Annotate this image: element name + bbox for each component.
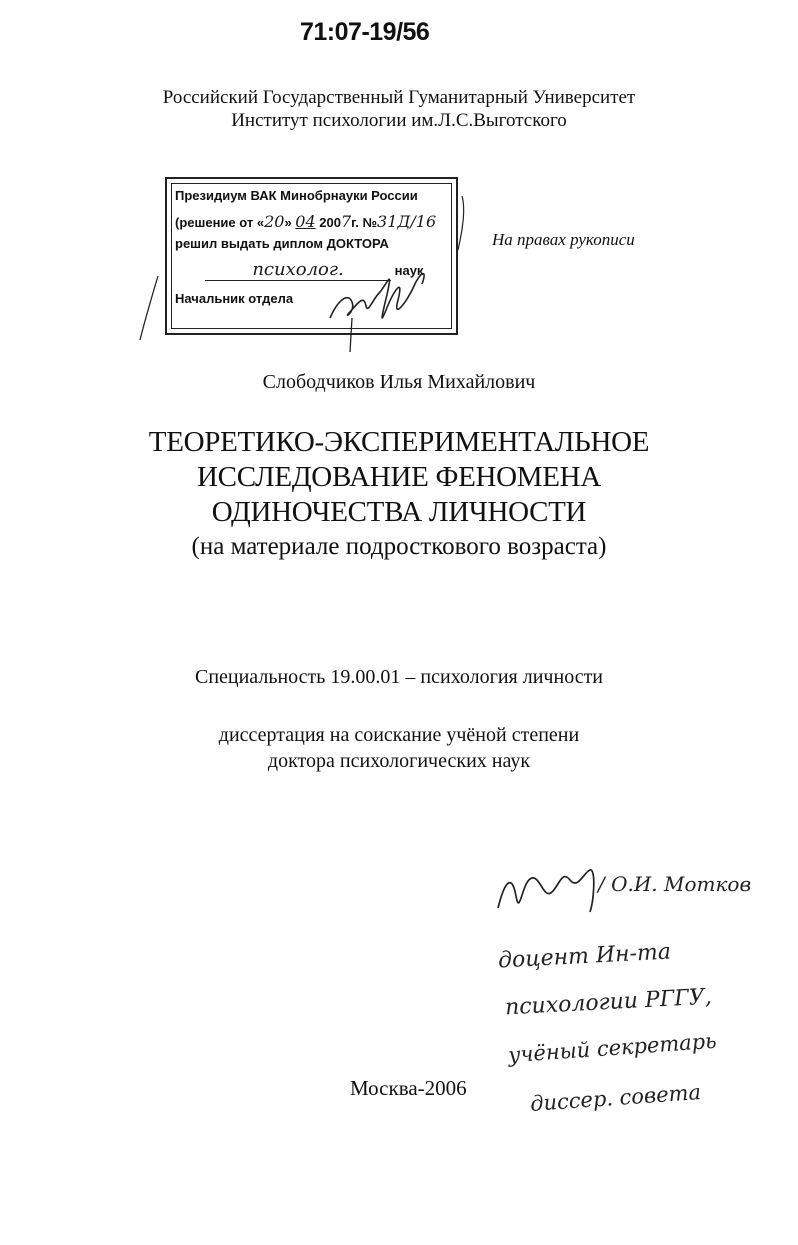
- title-subtitle: (на материале подросткового возраста): [191, 533, 607, 560]
- city-year: Москва-2006: [350, 1076, 467, 1100]
- stamp-right-stroke: [458, 196, 464, 250]
- organization-block: [0, 86, 798, 132]
- rights-label: На правах рукописи: [492, 230, 635, 249]
- stamp-line-4: [205, 259, 445, 281]
- stamp-field: психолог.: [205, 259, 391, 281]
- degree-line-2: доктора психологических наук: [267, 750, 531, 772]
- stamp-line-2: [175, 212, 436, 231]
- institute-name: Институт психологии им.Л.С.Выготского: [231, 110, 567, 131]
- stamp-inner-frame: [171, 183, 452, 329]
- stamp-number: 31Д/16: [377, 212, 437, 231]
- stamp-line-1: Президиум ВАК Минобрнауки России: [175, 188, 418, 203]
- dissertation-degree: [0, 722, 798, 774]
- title-line-2: ИССЛЕДОВАНИЕ ФЕНОМЕНА: [197, 461, 601, 493]
- title-line-3: ОДИНОЧЕСТВА ЛИЧНОСТИ: [211, 496, 587, 528]
- note-line-2: доцент Ин-та: [497, 939, 672, 974]
- vak-stamp: [165, 177, 458, 335]
- note-line-3: психологии РГГУ,: [504, 984, 713, 1021]
- author-name: Слободчиков Илья Михайлович: [262, 371, 536, 393]
- note-line-1: / О.И. Мотков: [598, 872, 752, 896]
- note-line-4: учёный секретарь: [507, 1028, 718, 1068]
- dissertation-title: [0, 425, 798, 530]
- degree-line-1: диссертация на соискание учёной степени: [218, 724, 580, 746]
- university-name: Российский Государственный Гуманитарный Университет: [162, 87, 636, 108]
- stamp-month: 04: [295, 212, 316, 231]
- stamp-line-3: решил выдать диплом ДОКТОРА: [175, 236, 389, 251]
- stamp-line-5: Начальник отдела: [175, 291, 294, 306]
- stamp-year-prefix: 200: [319, 215, 341, 230]
- stamp-margin-stroke: [140, 276, 158, 340]
- stamp-quote: »: [284, 215, 292, 230]
- stamp-day: 20: [264, 212, 285, 231]
- note-signature-stroke: [498, 870, 594, 912]
- stamp-year-digit: 7: [340, 212, 352, 231]
- specialty: Специальность 19.00.01 – психология личности: [194, 666, 604, 688]
- note-line-5: диссер. совета: [529, 1080, 702, 1116]
- stamp-decision-prefix: (решение от «: [175, 215, 265, 230]
- stamp-field-suffix: наук: [394, 263, 424, 278]
- stamp-number-prefix: г. №: [351, 215, 378, 230]
- catalog-code: 71:07-19/56: [300, 18, 430, 46]
- title-line-1: ТЕОРЕТИКО-ЭКСПЕРИМЕНТАЛЬНОЕ: [148, 426, 650, 458]
